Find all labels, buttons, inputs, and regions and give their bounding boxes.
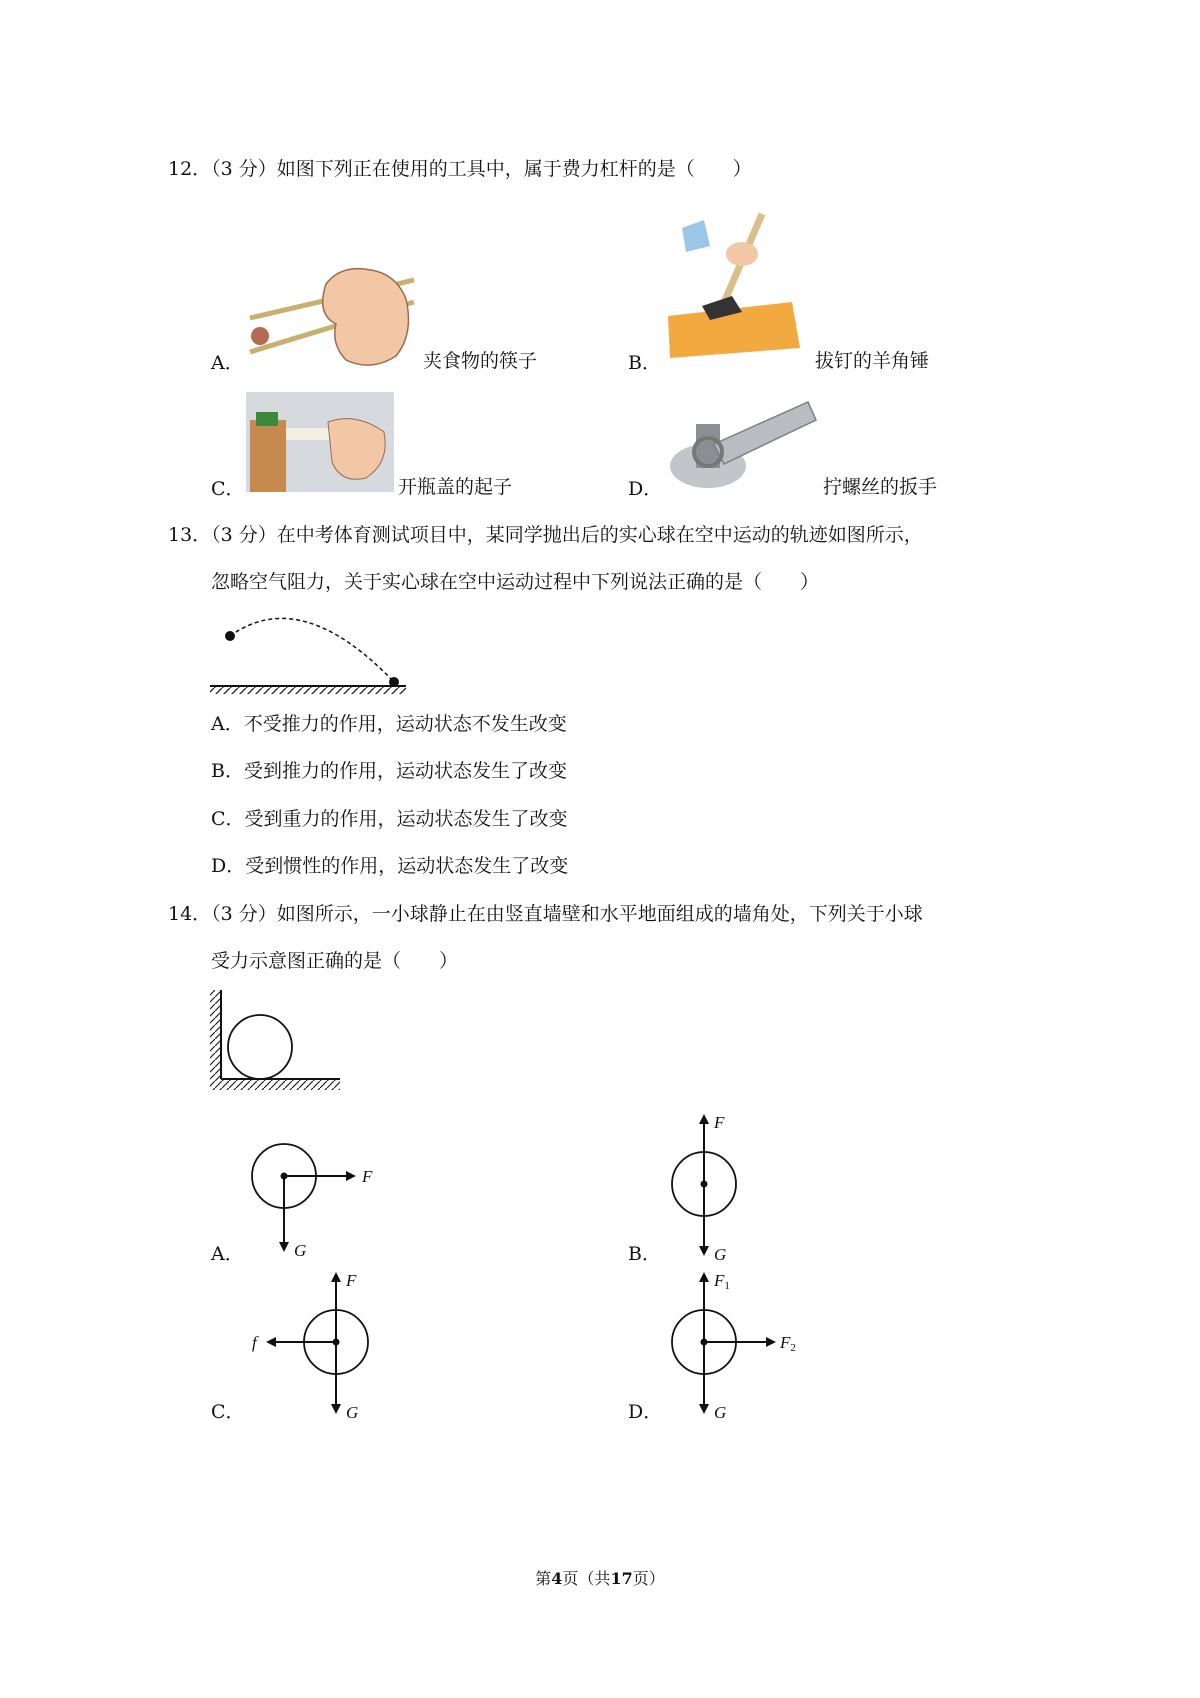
q13-stem-line2: 忽略空气阻力，关于实心球在空中运动过程中下列说法正确的是（ ）	[211, 571, 820, 593]
q12-option-c-letter: C．	[211, 478, 245, 500]
trajectory-diagram	[206, 600, 412, 694]
label-f: F	[714, 1113, 725, 1132]
q12-stem: 12．（3 分）如图下列正在使用的工具中，属于费力杠杆的是（ ）	[168, 158, 752, 180]
q14-stem-line2: 受力示意图正确的是（ ）	[211, 950, 459, 972]
force-diagram-b	[664, 1110, 764, 1264]
wall-corner-ball-diagram	[208, 990, 344, 1094]
page-footer: 第4页（共17页）	[535, 1569, 665, 1588]
q12-option-c-text: 开瓶盖的起子	[398, 476, 513, 498]
label-g: G	[714, 1403, 727, 1422]
q14-option-a-letter: A．	[211, 1243, 244, 1265]
wrench-image	[668, 394, 818, 496]
q13-option-a: A．不受推力的作用，运动状态不发生改变	[211, 713, 567, 735]
force-diagram-a	[248, 1136, 384, 1262]
label-g: G	[294, 1241, 307, 1260]
label-g: G	[714, 1245, 727, 1264]
q12-option-a-letter: A．	[211, 352, 244, 374]
chopsticks-image	[246, 264, 418, 374]
bottle-opener-image	[246, 392, 394, 492]
q13-stem-line1: 13．（3 分）在中考体育测试项目中，某同学抛出后的实心球在空中运动的轨迹如图所示，	[168, 524, 923, 546]
ball-start-point	[225, 631, 235, 641]
label-f: F	[346, 1271, 357, 1290]
label-f: F	[362, 1167, 373, 1186]
ball	[228, 1015, 292, 1079]
claw-hammer-image	[662, 208, 806, 366]
label-f1: F1	[714, 1271, 730, 1292]
q13-option-d: D．受到惯性的作用，运动状态发生了改变	[211, 855, 569, 877]
force-diagram-d	[664, 1268, 814, 1422]
q14-stem-line1: 14．（3 分）如图所示，一小球静止在由竖直墙壁和水平地面组成的墙角处，下列关于小球	[168, 903, 923, 925]
q12-option-b-text: 拔钉的羊角锤	[815, 350, 930, 372]
q14-option-c-letter: C．	[211, 1401, 245, 1423]
q13-option-c: C．受到重力的作用，运动状态发生了改变	[211, 808, 568, 830]
force-diagram-c	[246, 1268, 382, 1422]
q12-option-b-letter: B．	[628, 352, 661, 374]
q14-option-d-letter: D．	[628, 1401, 663, 1423]
q13-option-b: B．受到推力的作用，运动状态发生了改变	[211, 760, 567, 782]
q12-option-a-text: 夹食物的筷子	[423, 350, 538, 372]
q14-option-b-letter: B．	[628, 1243, 661, 1265]
q12-option-d-letter: D．	[628, 478, 663, 500]
label-friction: f	[252, 1333, 257, 1352]
q12-option-d-text: 拧螺丝的扳手	[823, 476, 938, 498]
label-g: G	[346, 1403, 359, 1422]
label-f2: F2	[780, 1333, 796, 1354]
